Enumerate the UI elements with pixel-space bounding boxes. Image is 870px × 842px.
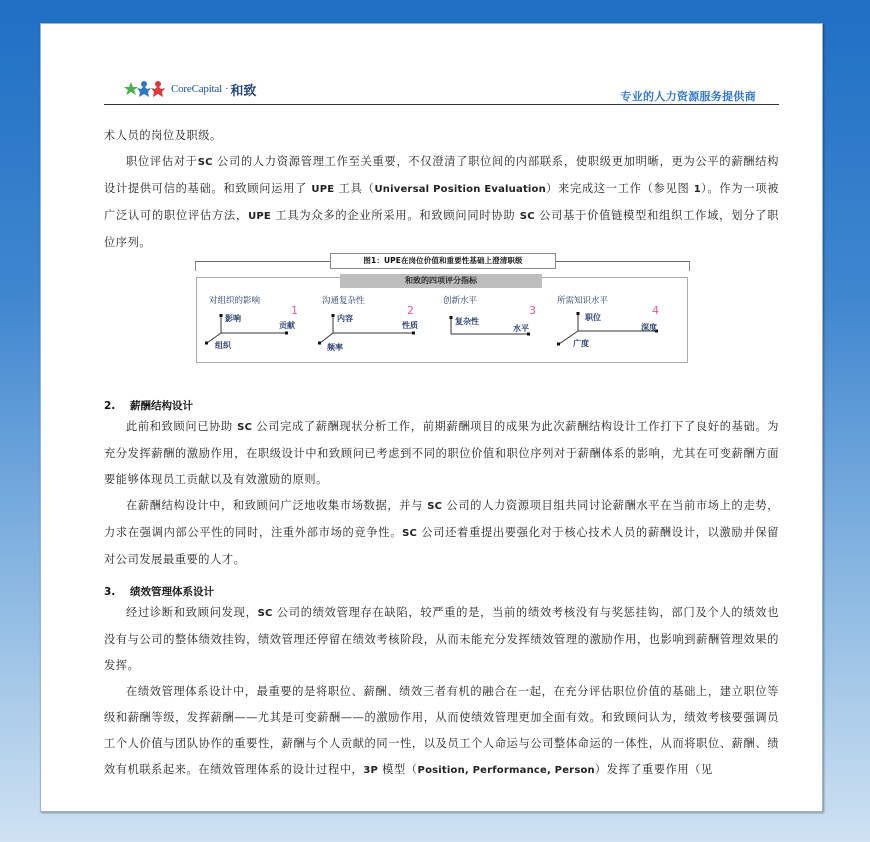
figure-panel-2 bbox=[322, 294, 442, 364]
figure-1 bbox=[195, 251, 691, 365]
text-run: 公司完成了薪酬现状分析工作，前期薪酬项目的成果为此次薪酬结构设计工作打下了良好的基础。为充分发挥薪酬的激励作用，在职级设计中和致顾问已考虑到不同的职位价值和职位序列对于薪酬体系的影响，尤其在可变薪酬方面要能够体现员工贡献以及有效激励的原则。 bbox=[104, 420, 779, 486]
axis-label-right: 水平 bbox=[513, 323, 529, 333]
section-title: 绩效管理体系设计 bbox=[130, 586, 214, 598]
section-title: 薪酬结构设计 bbox=[130, 400, 193, 412]
section-3-heading bbox=[104, 584, 214, 599]
section-number: 2. bbox=[104, 400, 116, 412]
text-run: 经过诊断和致顾问发现， bbox=[126, 606, 258, 619]
axis-label-diagonal: 广度 bbox=[573, 338, 589, 348]
section-number: 3. bbox=[104, 586, 116, 598]
intro-text bbox=[104, 123, 779, 256]
text-run: 公司的绩效管理存在缺陷，较严重的是，当前的绩效考核没有与奖惩挂钩，部门及个人的绩效也没有与公司的整体绩效挂钩，绩效管理还停留在绩效考核阶段，从而未能充分发挥绩效管理的激励作用，也影响到薪酬管理效果的发挥。 bbox=[104, 606, 779, 672]
section-2-heading bbox=[104, 398, 193, 413]
text-run: 此前和致顾问已协助 bbox=[126, 420, 238, 433]
header-tagline: 专业的人力资源服务提供商 bbox=[620, 90, 756, 103]
axis-label-up: 内容 bbox=[337, 313, 353, 323]
text-run: 模型（ bbox=[378, 763, 418, 776]
text-run: 工具为众多的企业所采用。和致顾问同时协助 bbox=[270, 209, 520, 222]
logo-chinese-name: 和致 bbox=[230, 83, 257, 99]
panel-number: 1 bbox=[291, 304, 298, 317]
continuation-line: 术人员的岗位及职级。 bbox=[104, 129, 222, 142]
axis-label-right: 性质 bbox=[402, 320, 418, 330]
figure-panel-4 bbox=[557, 294, 677, 364]
text-run: ）发挥了重要作用（见 bbox=[594, 763, 713, 776]
logo-text: CoreCapital bbox=[171, 83, 222, 95]
people-stars-icon bbox=[124, 80, 168, 98]
figure-panel-3 bbox=[443, 294, 563, 364]
text-run: 工具（ bbox=[334, 182, 375, 195]
text-run: SC bbox=[257, 608, 273, 619]
text-run: SC bbox=[402, 528, 418, 539]
section-2-paragraph-1 bbox=[104, 414, 779, 493]
panel-number: 3 bbox=[529, 304, 536, 317]
text-run: 3P bbox=[363, 765, 379, 776]
axis-label-up: 职位 bbox=[585, 312, 601, 322]
figure-box bbox=[196, 277, 688, 363]
logo-separator: · bbox=[224, 83, 229, 95]
section-2-paragraph-2 bbox=[104, 493, 779, 573]
figure-title: 图1：UPE在岗位价值和重要性基础上澄清职级 bbox=[330, 253, 556, 269]
axis-label-up: 影响 bbox=[225, 313, 241, 323]
text-run: SC bbox=[427, 501, 443, 512]
panel-number: 2 bbox=[407, 304, 414, 317]
company-logo bbox=[124, 78, 256, 100]
intro-paragraph bbox=[104, 149, 779, 256]
text-run: Position, Performance, Person bbox=[417, 765, 595, 776]
text-run: SC bbox=[237, 422, 253, 433]
text-run: Universal Position Evaluation bbox=[374, 184, 546, 195]
text-run: UPE bbox=[311, 184, 335, 195]
text-run: SC bbox=[519, 211, 535, 222]
text-run: ）。作为一项被广泛认可的职位评估方法， bbox=[104, 182, 779, 222]
axis-label-diagonal: 组织 bbox=[215, 340, 231, 350]
text-run: UPE bbox=[248, 211, 271, 222]
section-2-body bbox=[104, 414, 779, 573]
axis-label-right: 深度 bbox=[641, 322, 657, 332]
section-3-paragraph-2 bbox=[104, 679, 779, 784]
text-run: 职位评估对于 bbox=[126, 155, 198, 168]
text-run: 在薪酬结构设计中，和致顾问广泛地收集市场数据，并与 bbox=[126, 499, 428, 512]
text-run: 公司的人力资源管理工作至关重要，不仅澄清了职位间的内部联系，使职级更加明晰，更为公平的薪酬结构设计提供可信的基础。和致顾问运用了 bbox=[104, 155, 779, 195]
panel-number: 4 bbox=[652, 304, 659, 317]
text-run: 在绩效管理体系设计中，最重要的是将职位、薪酬、绩效三者有机的融合在一起，在充分评估职位价值的基础上，建立职位等级和薪酬等级，发挥薪酬——尤其是可变薪酬——的激励作用，从而使绩效管理更加全面有效。和致顾问认为，绩效考核要强调员工个人价值与团队协作的重要性，薪酬与个人贡献的同一性，以及员工个人命运与公司整体命运的一体性，从而将职位、薪酬、绩效有机联系起来。在绩效管理体系的设计过程中， bbox=[104, 685, 779, 776]
text-run: 公司的人力资源项目组共同讨论薪酬水平在当前市场上的走势，力求在强调内部公平性的同时，注重外部市场的竞争性。 bbox=[104, 499, 779, 539]
panel-title: 对组织的影响 bbox=[209, 296, 261, 306]
document-page bbox=[40, 23, 823, 812]
axis-label-right: 贡献 bbox=[279, 320, 295, 330]
text-run: 1 bbox=[693, 184, 701, 195]
text-run: SC bbox=[197, 157, 213, 168]
axis-label-up: 复杂性 bbox=[455, 316, 479, 326]
panel-title: 创新水平 bbox=[443, 296, 478, 306]
panel-title: 沟通复杂性 bbox=[322, 296, 365, 306]
text-run: 公司基于价值链模型和组织工作域，划分了职位序列。 bbox=[104, 209, 779, 249]
text-run: ）来完成这一工作（参见图 bbox=[545, 182, 694, 195]
header-divider bbox=[104, 104, 779, 105]
section-3-paragraph-1 bbox=[104, 600, 779, 679]
section-3-body bbox=[104, 600, 779, 784]
figure-bar-label: 和致的四项评分指标 bbox=[340, 274, 542, 288]
panel-title: 所需知识水平 bbox=[557, 296, 609, 306]
text-run: 公司还着重提出要强化对于核心技术人员的薪酬设计，以激励并保留对公司发展最重要的人才。 bbox=[104, 526, 779, 566]
axis-label-diagonal: 频率 bbox=[327, 342, 343, 352]
figure-panel-1 bbox=[209, 294, 329, 364]
